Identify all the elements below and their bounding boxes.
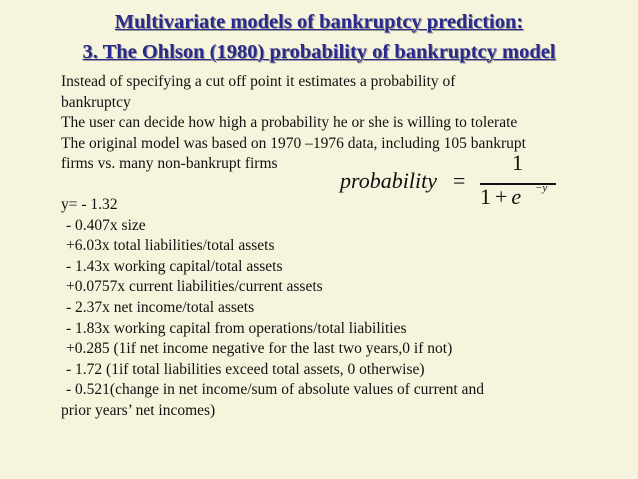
equation-term: +0.0757x current liabilities/current assets <box>66 278 323 296</box>
equation-term: - 0.407x size <box>66 216 146 234</box>
equation-term-continuation: prior years’ net incomes) <box>61 401 216 419</box>
formula-numerator: 1 <box>512 150 523 175</box>
equation-intro: y= - 1.32 <box>61 195 118 213</box>
formula-lhs: probability <box>340 168 437 193</box>
probability-formula <box>340 150 560 210</box>
formula-denominator <box>480 184 521 210</box>
denominator-plus: + <box>495 184 508 209</box>
equation-term: - 2.37x net income/total assets <box>66 298 255 316</box>
formula-equals: = <box>453 168 466 193</box>
equation-term: +0.285 (1if net income negative for the last two years,0 if not) <box>66 340 453 358</box>
formula-exponent: −y <box>535 182 548 194</box>
paragraph-line: The user can decide how high a probability he or she is willing to tolerate <box>61 114 518 132</box>
equation-term: - 1.83x working capital from operations/total liabilities <box>66 319 407 337</box>
paragraph-line: firms vs. many non-bankrupt firms <box>61 155 278 173</box>
paragraph-line: Instead of specifying a cut off point it estimates a probability of <box>61 73 456 90</box>
equation-term: +6.03x total liabilities/total assets <box>66 237 275 255</box>
paragraph-line: The original model was based on 1970 –1976 data, including 105 bankrupt <box>61 134 526 152</box>
equation-term: - 1.72 (1if total liabilities exceed total assets, 0 otherwise) <box>66 360 425 378</box>
denominator-one: 1 <box>480 184 491 209</box>
slide-body <box>61 72 621 422</box>
denominator-base: e <box>511 184 522 209</box>
equation-term: - 1.43x working capital/total assets <box>66 257 283 275</box>
slide-title-line-1: Multivariate models of bankruptcy prediction: <box>114 11 524 33</box>
slide-title-line-2: 3. The Ohlson (1980) probability of bankruptcy model <box>82 41 556 63</box>
paragraph-line: bankruptcy <box>61 93 131 111</box>
equation-term: - 0.521(change in net income/sum of absolute values of current and <box>66 381 484 399</box>
